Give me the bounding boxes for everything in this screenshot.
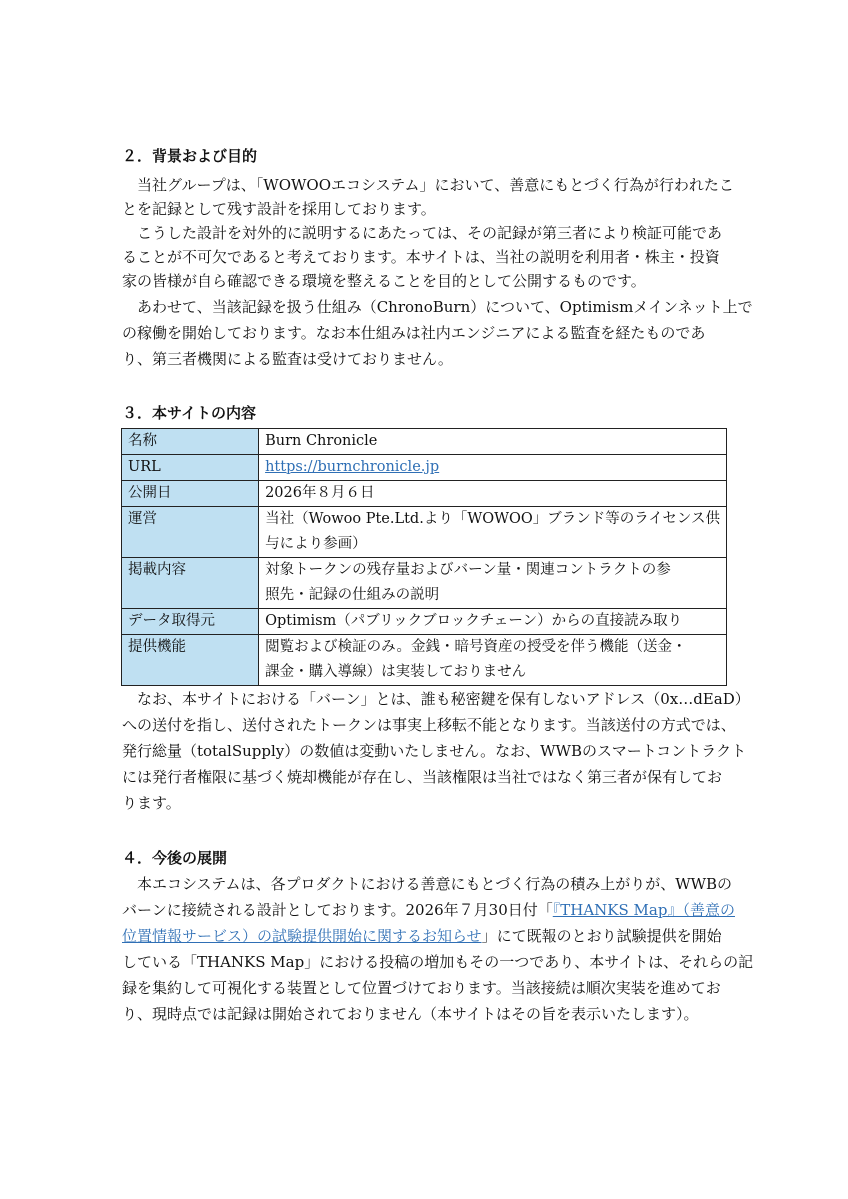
table-row	[122, 507, 727, 558]
table-row	[122, 635, 727, 686]
table-row	[122, 455, 727, 481]
table-row	[122, 429, 727, 455]
table-value-text: 2026年８月６日	[265, 485, 375, 501]
table-value-text: 課金・購入導線）は実装しておりません	[265, 664, 527, 680]
section-2-line: 当社グループは、「WOWOOエコシステム」において、善意にもとづく行為が行われたこ	[137, 176, 734, 194]
table-value	[259, 455, 727, 481]
site-info-table	[121, 428, 727, 686]
table-value	[259, 507, 727, 558]
table-key: 掲載内容	[122, 558, 259, 609]
section-4-text: バーンに接続される設計としております。2026年７月30日付「	[122, 901, 553, 919]
table-key: データ取得元	[122, 609, 259, 635]
table-value-text: Optimism（パブリックブロックチェーン）からの直接読み取り	[265, 613, 683, 629]
table-value-text: Burn Chronicle	[265, 433, 378, 449]
section-3-note-line: には発行者権限に基づく焼却機能が存在し、当該権限は当社ではなく第三者が保有してお	[122, 768, 723, 786]
table-value-text: 照先・記録の仕組みの説明	[265, 587, 440, 603]
section-3-note-line: なお、本サイトにおける「バーン」とは、誰も秘密鍵を保有しないアドレス（0x…dEaD）	[137, 690, 750, 708]
table-value-text: 閲覧および検証のみ。金銭・暗号資産の授受を伴う機能（送金・	[265, 639, 687, 655]
section-2-line: ることが不可欠であると考えております。本サイトは、当社の説明を利用者・株主・投資	[122, 248, 720, 266]
table-value	[259, 635, 727, 686]
section-4-line: 本エコシステムは、各プロダクトにおける善意にもとづく行為の積み上がりが、WWBの	[137, 875, 733, 893]
site-url-link[interactable]: https://burnchronicle.jp	[265, 459, 440, 475]
table-row	[122, 609, 727, 635]
section-4-line: り、現時点では記録は開始されておりません（本サイトはその旨を表示いたします）。	[122, 1005, 699, 1023]
thanks-map-notice-link[interactable]: 『THANKS Map』（善意の	[552, 901, 735, 919]
table-key: 提供機能	[122, 635, 259, 686]
section-4-text: 」にて既報のとおり試験提供を開始	[481, 927, 722, 945]
section-2-heading: ２．背景および目的	[122, 147, 258, 165]
section-3-heading: ３．本サイトの内容	[122, 404, 256, 422]
table-key: 公開日	[122, 481, 259, 507]
table-key: URL	[122, 455, 259, 481]
table-row	[122, 558, 727, 609]
table-key: 名称	[122, 429, 259, 455]
table-value	[259, 558, 727, 609]
thanks-map-notice-link-cont[interactable]: 位置情報サービス）の試験提供開始に関するお知らせ	[122, 927, 482, 945]
section-2-line: こうした設計を対外的に説明するにあたっては、その記録が第三者により検証可能であ	[137, 224, 723, 242]
section-4-heading: ４．今後の展開	[122, 849, 228, 867]
section-2-line: あわせて、当該記録を扱う仕組み（ChronoBurn）について、Optimismメインネット上で	[137, 298, 753, 316]
section-3-note-line: ります。	[122, 794, 181, 812]
table-value	[259, 429, 727, 455]
section-4-line	[122, 900, 735, 920]
table-value-text: 対象トークンの残存量およびバーン量・関連コントラクトの参	[265, 562, 671, 578]
section-4-line: している「THANKS Map」における投稿の増加もその一つであり、本サイトは、それらの記	[122, 953, 754, 971]
table-value	[259, 481, 727, 507]
section-2-line: 家の皆様が自ら確認できる環境を整えることを目的として公開するものです。	[122, 272, 646, 290]
section-3-note-line: 発行総量（totalSupply）の数値は変動いたしません。なお、WWBのスマートコントラクト	[122, 742, 747, 760]
section-2-line: の稼働を開始しております。なお本仕組みは社内エンジニアによる監査を経たものであ	[122, 324, 706, 342]
section-4-line	[122, 926, 722, 946]
table-key: 運営	[122, 507, 259, 558]
table-row	[122, 481, 727, 507]
section-2-line: とを記録として残す設計を採用しております。	[122, 200, 436, 218]
section-3-note-line: への送付を指し、送付されたトークンは事実上移転不能となります。当該送付の方式では、	[122, 716, 736, 734]
table-value-text: 与により参画）	[265, 536, 367, 552]
table-value	[259, 609, 727, 635]
section-4-line: 録を集約して可視化する装置として位置づけております。当該接続は順次実装を進めてお	[122, 979, 721, 997]
table-value-text: 当社（Wowoo Pte.Ltd.より「WOWOO」ブランド等のライセンス供	[265, 511, 720, 527]
section-2-line: り、第三者機関による監査は受けておりません。	[122, 350, 453, 368]
